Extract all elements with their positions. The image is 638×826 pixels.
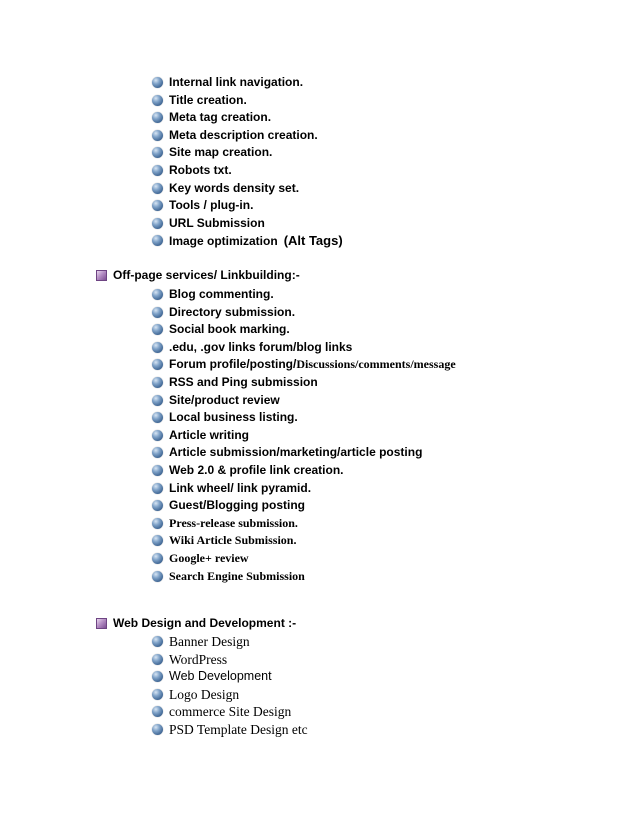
bullet-icon [152,218,163,229]
bullet-icon [152,465,163,476]
list-item: Search Engine Submission [0,568,638,586]
bullet-icon [152,235,163,246]
bullet-icon [152,535,163,546]
section-heading-webdesign: Web Design and Development :- [0,614,638,632]
bullet-icon [152,689,163,700]
bullet-icon [152,112,163,123]
list-item: Meta description creation. [0,127,638,145]
offpage-list [0,286,638,585]
bullet-icon [152,412,163,423]
bullet-icon [152,165,163,176]
bullet-icon [152,324,163,335]
list-item: Wiki Article Submission. [0,532,638,550]
section-heading-offpage: Off-page services/ Linkbuilding:- [0,266,638,284]
list-item: Key words density set. [0,180,638,198]
list-item: Title creation. [0,92,638,110]
list-item: Guest/Blogging posting [0,497,638,515]
bullet-icon [152,500,163,511]
list-item: Web 2.0 & profile link creation. [0,462,638,480]
webdesign-list [0,633,638,739]
list-item: .edu, .gov links forum/blog links [0,339,638,357]
bullet-icon [152,483,163,494]
bullet-icon [152,377,163,388]
list-item: Article writing [0,427,638,445]
bullet-icon [152,147,163,158]
list-item [0,356,638,374]
bullet-icon [152,130,163,141]
list-item: Article submission/marketing/article posting [0,444,638,462]
list-item [0,232,638,250]
bullet-icon [152,359,163,370]
list-item: commerce Site Design [0,703,638,721]
list-item: Meta tag creation. [0,109,638,127]
item-text: Image optimization [169,234,278,249]
list-item: Social book marking. [0,321,638,339]
list-item: Logo Design [0,686,638,704]
list-item: Web Development [0,668,638,686]
list-item: Directory submission. [0,304,638,322]
list-item: Robots txt. [0,162,638,180]
list-item: Link wheel/ link pyramid. [0,480,638,498]
bullet-icon [152,395,163,406]
bullet-icon [152,95,163,106]
list-item: Site/product review [0,392,638,410]
list-item: PSD Template Design etc [0,721,638,739]
list-item: WordPress [0,651,638,669]
square-bullet-icon [96,270,107,281]
bullet-icon [152,724,163,735]
bullet-icon [152,447,163,458]
bullet-icon [152,77,163,88]
square-bullet-icon [96,618,107,629]
bullet-icon [152,654,163,665]
bullet-icon [152,200,163,211]
bullet-icon [152,571,163,582]
onpage-list [0,74,638,250]
list-item: Internal link navigation. [0,74,638,92]
item-text: Forum profile/posting/ [169,357,297,372]
bullet-icon [152,430,163,441]
item-text-serif: Discussions/comments/message [296,357,456,372]
bullet-icon [152,518,163,529]
bullet-icon [152,706,163,717]
bullet-icon [152,307,163,318]
bullet-icon [152,553,163,564]
bullet-icon [152,636,163,647]
bullet-icon [152,289,163,300]
bullet-icon [152,671,163,682]
list-item: Blog commenting. [0,286,638,304]
list-item: Site map creation. [0,144,638,162]
list-item: Local business listing. [0,409,638,427]
bullet-icon [152,342,163,353]
list-item: Tools / plug-in. [0,197,638,215]
list-item: Press-release submission. [0,515,638,533]
alt-tags-note: (Alt Tags) [283,233,343,249]
list-item: Google+ review [0,550,638,568]
list-item: URL Submission [0,215,638,233]
list-item: RSS and Ping submission [0,374,638,392]
bullet-icon [152,183,163,194]
list-item: Banner Design [0,633,638,651]
